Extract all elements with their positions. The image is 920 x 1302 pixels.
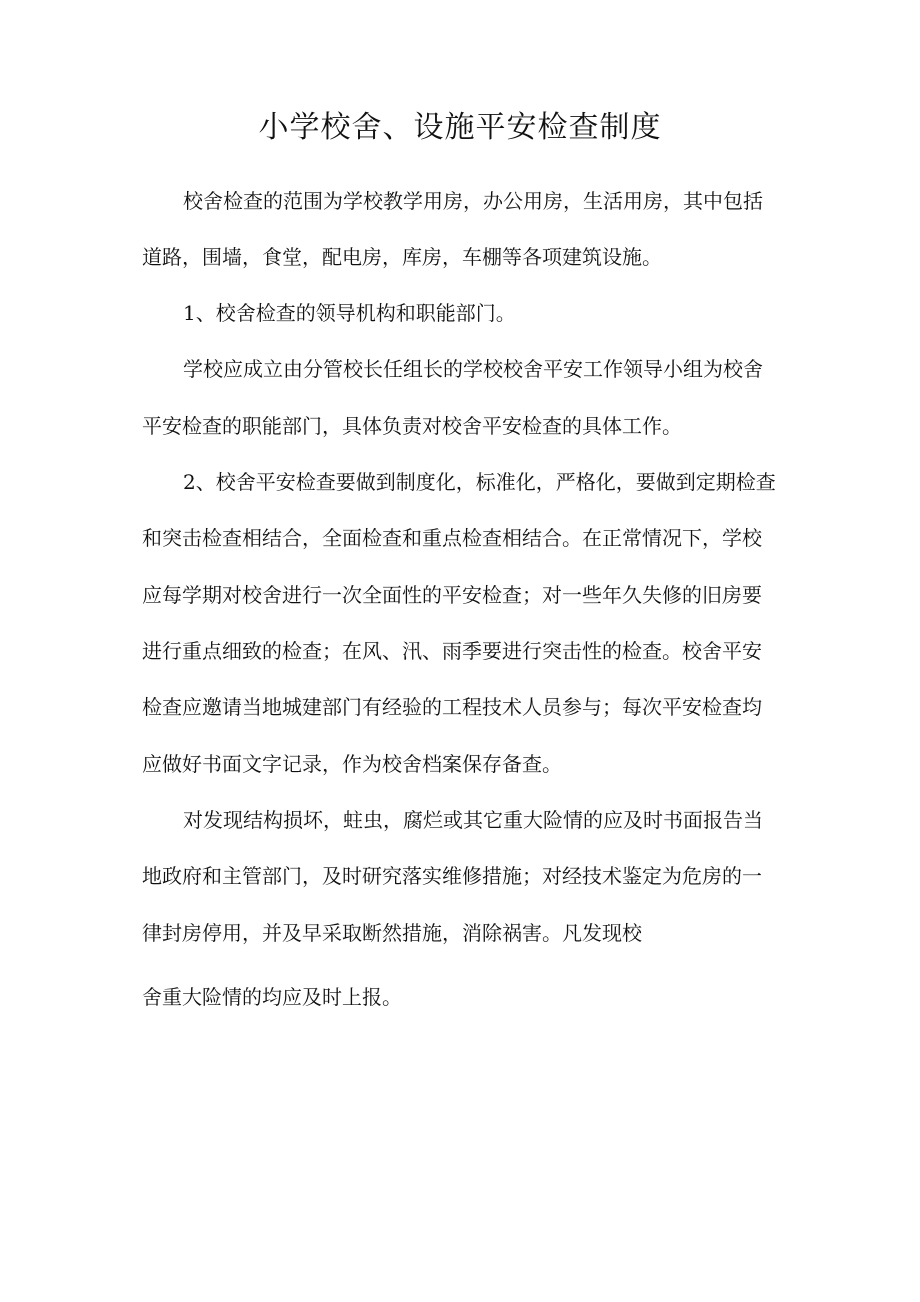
- paragraph-line: 律封房停用，并及早采取断然措施，消除祸害。凡发现校: [142, 921, 642, 945]
- paragraph-line: 对发现结构损坏，蛀虫，腐烂或其它重大险情的应及时书面报告当: [183, 808, 763, 832]
- paragraph-line: 学校应成立由分管校长任组长的学校校舍平安工作领导小组为校舍: [183, 357, 763, 381]
- paragraph-line: 检查应邀请当地城建部门有经验的工程技术人员参与；每次平安检查均: [142, 695, 762, 719]
- paragraph-line: 应每学期对校舍进行一次全面性的平安检查；对一些年久失修的旧房要: [142, 583, 762, 607]
- paragraph-line: 地政府和主管部门，及时研究落实维修措施；对经技术鉴定为危房的一: [142, 864, 762, 888]
- document-title: 小学校舍、设施平安检查制度: [258, 110, 662, 145]
- paragraph-line: 进行重点细致的检查；在风、汛、雨季要进行突击性的检查。校舍平安: [142, 639, 762, 663]
- paragraph-line: 应做好书面文字记录，作为校舍档案保存备查。: [142, 752, 562, 776]
- paragraph-line: 1、校舍检查的领导机构和职能部门。: [183, 301, 516, 325]
- paragraph-line: 2、校舍平安检查要做到制度化，标准化，严格化，要做到定期检查: [183, 470, 776, 494]
- paragraph-line: 平安检查的职能部门，具体负责对校舍平安检查的具体工作。: [142, 414, 682, 438]
- paragraph-line: 舍重大险情的均应及时上报。: [142, 985, 402, 1009]
- paragraph-line: 和突击检查相结合，全面检查和重点检查相结合。在正常情况下，学校: [142, 526, 762, 550]
- paragraph-line: 道路，围墙，食堂，配电房，库房，车棚等各项建筑设施。: [142, 245, 662, 269]
- paragraph-line: 校舍检查的范围为学校教学用房，办公用房，生活用房，其中包括: [183, 189, 763, 213]
